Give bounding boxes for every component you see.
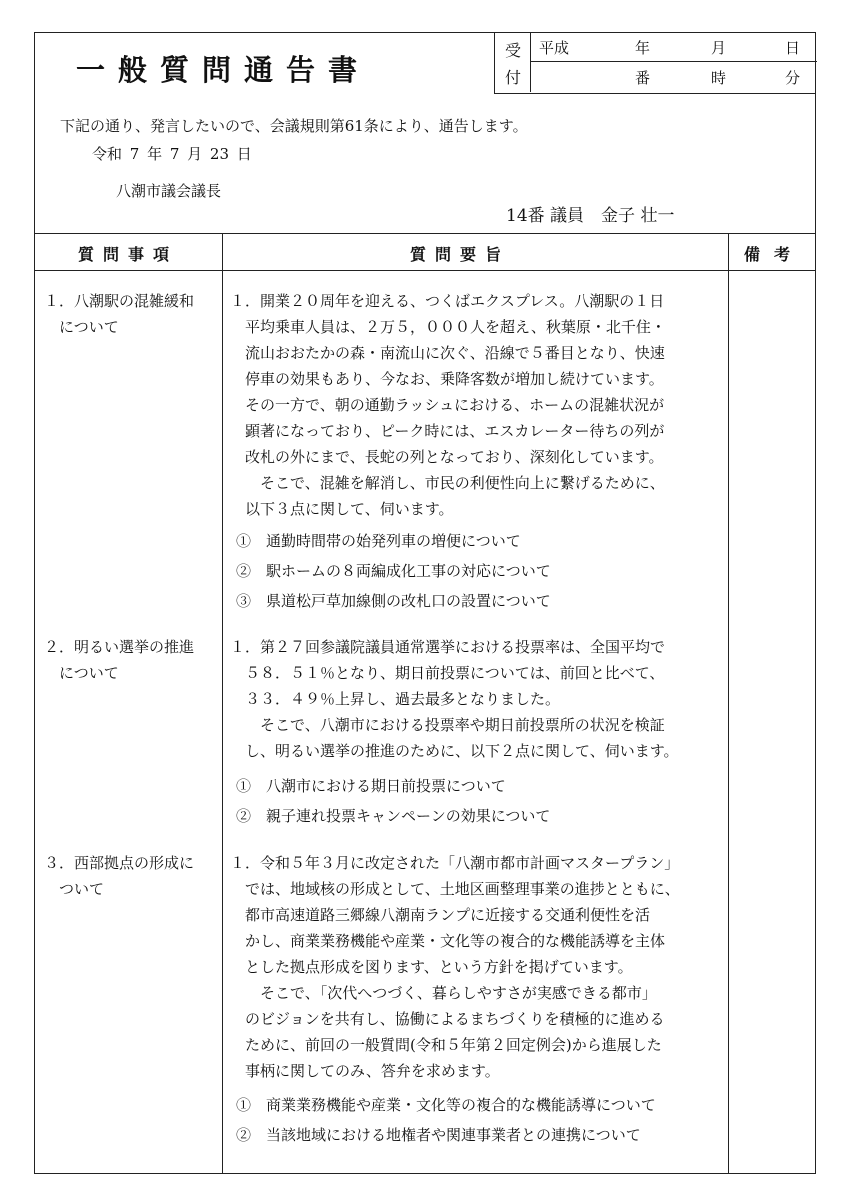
question-1-body-line: 流山おおたかの森・南流山に次ぐ、沿線で５番目となり、快速 [230, 344, 665, 362]
question-1-body-line: 平均乗車人員は、２万５，０００人を超え、秋葉原・北千住・ [230, 318, 666, 336]
question-3-body-line: 事柄に関してのみ、答弁を求めます。 [230, 1062, 500, 1080]
question-3-sub-item: ② 当該地域における地権者や関連事業者との連携について [236, 1126, 641, 1144]
question-1-sub-item: ③ 県道松戸草加線側の改札口の設置について [236, 592, 551, 610]
question-2-body-line: １．第２７回参議院議員通常選挙における投票率は、全国平均で [230, 638, 666, 656]
question-3-sub-item: ① 商業業務機能や産業・文化等の複合的な機能誘導について [236, 1096, 656, 1114]
question-2-title [44, 634, 194, 686]
question-2-body [230, 634, 679, 764]
receipt-year: 年 [635, 39, 651, 57]
receipt-date-row [531, 32, 817, 62]
receipt-minute: 分 [785, 69, 801, 87]
question-3-body-line: とした拠点形成を図ります、という方針を掲げています。 [230, 958, 633, 976]
question-2-sub-item: ① 八潮市における期日前投票について [236, 777, 506, 795]
receipt-label [495, 32, 531, 92]
column-divider-2 [728, 233, 729, 1174]
question-3-body-line: １．令和５年３月に改定された「八潮市都市計画マスタープラン」 [230, 854, 680, 872]
question-3-body-line: かし、商業業務機能や産業・文化等の複合的な機能誘導を主体 [230, 932, 666, 950]
document-title: 一般質問通告書 [76, 53, 371, 87]
question-1-title-line: について [44, 318, 119, 336]
question-1-title-line: １．八潮駅の混雑緩和 [44, 292, 195, 310]
question-2-body-line: し、明るい選挙の推進のために、以下２点に関して、伺います。 [230, 742, 679, 760]
question-3-body [230, 850, 680, 1084]
question-3-body-line: のビジョンを共有し、協働によるまちづくりを積極的に進める [230, 1010, 665, 1028]
question-1-body-line: １．開業２０周年を迎える、つくばエクスプレス。八潮駅の１日 [230, 292, 665, 310]
question-3-body-line: 都市高速道路三郷線八潮南ランプに近接する交通利便性を活 [230, 906, 651, 924]
question-2-body-line: ３３．４９％上昇し、過去最多となりました。 [230, 690, 561, 708]
header-question-item: 質問事項 [78, 245, 179, 264]
table-header-rule [34, 270, 816, 271]
question-3-body-line: そこで、「次代へつづく、暮らしやすさが実感できる都市」 [230, 984, 657, 1002]
receipt-era: 平成 [539, 39, 570, 57]
question-1-body-line: 顕著になっており、ピーク時には、エスカレーター待ちの列が [230, 422, 665, 440]
question-3-title-line: ３．西部拠点の形成に [44, 854, 195, 872]
question-2-title-line: について [44, 664, 119, 682]
question-1-body-line: 停車の効果もあり、今なお、乗降客数が増加し続けています。 [230, 370, 664, 388]
question-3-title [44, 850, 194, 902]
question-2-sub-item: ② 親子連れ投票キャンペーンの効果について [236, 807, 551, 825]
question-2-body-line: ５８．５１％となり、期日前投票については、前回と比べて、 [230, 664, 665, 682]
receipt-number: 番 [635, 69, 651, 87]
question-3-body-line: ために、前回の一般質問(令和５年第２回定例会)から進展した [230, 1036, 662, 1054]
question-2-title-line: ２．明るい選挙の推進 [44, 638, 195, 656]
column-divider-1 [222, 233, 223, 1174]
header-question-summary: 質問要旨 [410, 245, 511, 264]
question-1-sub-items [236, 526, 551, 616]
receipt-label-2: 付 [505, 68, 522, 87]
table-top-rule [34, 233, 816, 234]
receipt-month: 月 [711, 39, 727, 57]
receipt-day: 日 [785, 39, 801, 57]
notice-text: 下記の通り、発言したいので、会議規則第61条により、通告します。 [60, 117, 528, 135]
question-1-title [44, 288, 194, 340]
question-2-body-line: そこで、八潮市における投票率や期日前投票所の状況を検証 [230, 716, 665, 734]
question-3-title-line: ついて [44, 880, 105, 898]
receipt-box [494, 32, 816, 94]
question-1-sub-item: ① 通勤時間帯の始発列車の増便について [236, 532, 521, 550]
question-1-body [230, 288, 666, 522]
question-1-body-line: 改札の外にまで、長蛇の列となっており、深刻化しています。 [230, 448, 664, 466]
question-1-sub-item: ② 駅ホームの８両編成化工事の対応について [236, 562, 551, 580]
question-3-body-line: では、地域核の形成として、土地区画整理事業の進捗とともに、 [230, 880, 680, 898]
receipt-label-1: 受 [505, 41, 522, 60]
addressee: 八潮市議会議長 [116, 182, 222, 200]
question-3-sub-items [236, 1090, 656, 1150]
member-name: 14番 議員 金子 壮一 [506, 206, 675, 226]
question-1-body-line: 以下３点に関して、伺います。 [230, 500, 454, 518]
question-1-body-line: その一方で、朝の通勤ラッシュにおける、ホームの混雑状況が [230, 396, 665, 414]
question-1-body-line: そこで、混雑を解消し、市民の利便性向上に繋げるために、 [230, 474, 665, 492]
notice-date: 令和 7 年 7 月 23 日 [92, 145, 252, 163]
receipt-hour: 時 [711, 69, 727, 87]
header-remarks: 備考 [744, 245, 805, 264]
receipt-time-row [531, 62, 817, 92]
question-2-sub-items [236, 771, 550, 831]
